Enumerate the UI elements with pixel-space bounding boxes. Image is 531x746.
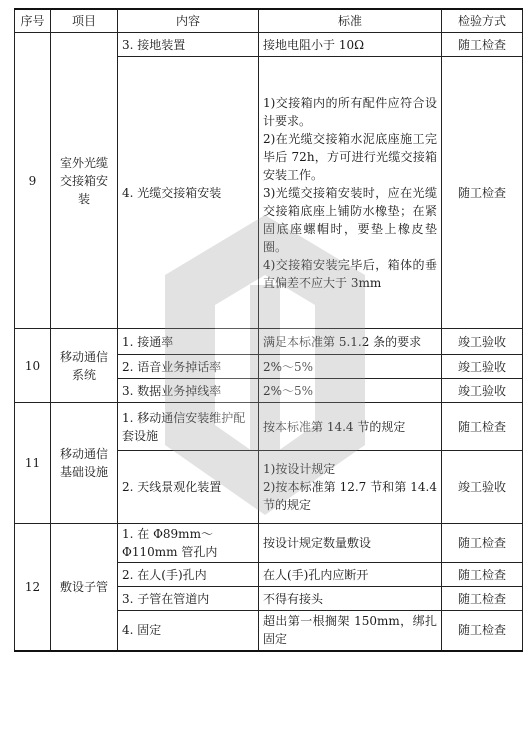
- standard-cell: [259, 57, 442, 329]
- standard-cell: [259, 379, 442, 403]
- header-content: 内容: [118, 9, 259, 33]
- content-cell: 2. 语音业务掉话率: [118, 355, 259, 379]
- standard-cell: [259, 563, 442, 587]
- header-method: 检验方式: [442, 9, 523, 33]
- standard-text: 2%～5%: [263, 359, 314, 374]
- standard-text: 超出第一根搁架 150mm，绑扎固定: [263, 614, 437, 647]
- table-body: [15, 33, 523, 651]
- content-cell: 4. 光缆交接箱安装: [118, 57, 259, 329]
- item-name: 移动通信系统: [51, 329, 118, 403]
- row-number: 10: [15, 329, 51, 403]
- method-cell: 随工检查: [442, 563, 523, 587]
- standard-text: 在人(手)孔内应断开: [263, 567, 369, 582]
- standard-text: 2%～5%: [263, 383, 314, 398]
- method-cell: 随工检查: [442, 611, 523, 651]
- header-item: 项目: [51, 9, 118, 33]
- method-cell: 随工检查: [442, 57, 523, 329]
- content-cell: 3. 接地装置: [118, 33, 259, 57]
- standard-cell: [259, 403, 442, 451]
- standard-cell: [259, 355, 442, 379]
- standard-text: 按设计规定数量敷设: [263, 536, 372, 550]
- row-number: 9: [15, 33, 51, 329]
- item-name: 敷设子管: [51, 524, 118, 651]
- table-row: [15, 403, 523, 451]
- content-cell: 3. 数据业务掉线率: [118, 379, 259, 403]
- standard-text: 1)交接箱内的所有配件应符合设计要求。 2)在光缆交接箱水泥底座施工完毕后 72h，方可进行光缆交接箱安装工作。 3)光缆交接箱安装时，应在光缆交接箱底座上铺防水橡垫；在紧固底座螺帽时，要垫上橡皮垫圈。 4)交接箱安装完毕后，箱体的垂直偏差不应大于 3mm: [263, 95, 437, 290]
- method-cell: 随工检查: [442, 524, 523, 563]
- standard-text: 接地电阻小于 10Ω: [263, 37, 365, 52]
- standard-text: 不得有接头: [263, 591, 324, 606]
- item-name: 移动通信基础设施: [51, 403, 118, 524]
- method-cell: 竣工验收: [442, 379, 523, 403]
- table-row: [15, 33, 523, 57]
- item-name: 室外光缆交接箱安装: [51, 33, 118, 329]
- row-number: 12: [15, 524, 51, 651]
- content-cell: 1. 移动通信安装维护配套设施: [118, 403, 259, 451]
- method-cell: 随工检查: [442, 33, 523, 57]
- standard-text: 满足本标准第 5.1.2 条的要求: [263, 334, 422, 349]
- content-cell: 3. 子管在管道内: [118, 587, 259, 611]
- standard-cell: [259, 611, 442, 651]
- method-cell: 竣工验收: [442, 451, 523, 524]
- method-cell: 竣工验收: [442, 355, 523, 379]
- header-no: 序号: [15, 9, 51, 33]
- standard-cell: [259, 524, 442, 563]
- table-row: [15, 524, 523, 563]
- row-number: 11: [15, 403, 51, 524]
- standard-text: 按本标准第 14.4 节的规定: [263, 419, 406, 434]
- standard-cell: [259, 451, 442, 524]
- standard-cell: [259, 587, 442, 611]
- content-cell: 4. 固定: [118, 611, 259, 651]
- table-row: [15, 329, 523, 355]
- method-cell: 随工检查: [442, 587, 523, 611]
- content-cell: 1. 接通率: [118, 329, 259, 355]
- inspection-table: [14, 8, 523, 652]
- content-cell: 1. 在 Φ89mm～Φ110mm 管孔内: [118, 524, 259, 563]
- inspection-table-page: [14, 8, 522, 652]
- method-cell: 随工检查: [442, 403, 523, 451]
- standard-cell: [259, 329, 442, 355]
- header-standard: 标准: [259, 9, 442, 33]
- standard-text: 1)按设计规定 2)按本标准第 12.7 节和第 14.4 节的规定: [263, 462, 437, 512]
- table-header-row: [15, 9, 523, 33]
- standard-cell: [259, 33, 442, 57]
- method-cell: 竣工验收: [442, 329, 523, 355]
- content-cell: 2. 在人(手)孔内: [118, 563, 259, 587]
- content-cell: 2. 天线景观化装置: [118, 451, 259, 524]
